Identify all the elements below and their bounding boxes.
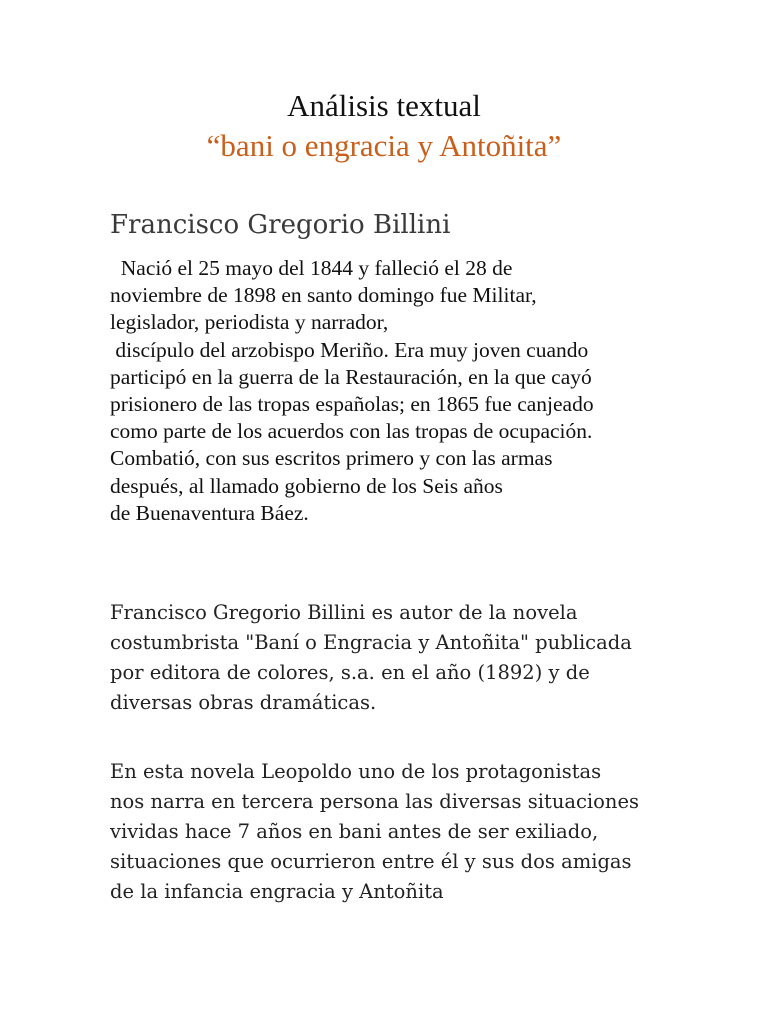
bio-line: de Buenaventura Báez. <box>110 500 309 525</box>
paragraph-line: vividas hace 7 años en bani antes de ser exiliado, <box>110 820 599 843</box>
bio-line: noviembre de 1898 en santo domingo fue Militar, <box>110 283 537 308</box>
page-subtitle: “bani o engracia y Antoñita” <box>206 128 562 163</box>
author-heading: Francisco Gregorio Billini <box>110 210 451 240</box>
bio-line: participó en la guerra de la Restauración, en la que cayó <box>110 364 592 389</box>
bio-line: después, al llamado gobierno de los Seis años <box>110 473 503 498</box>
bio-line: discípulo del arzobispo Meriño. Era muy joven cuando <box>110 337 589 362</box>
plot-summary-paragraph <box>110 757 710 907</box>
paragraph-line: por editora de colores, s.a. en el año (1892) y de <box>110 661 590 684</box>
biography-paragraph <box>110 255 710 527</box>
paragraph-line: En esta novela Leopoldo uno de los protagonistas <box>110 760 602 783</box>
bio-line: como parte de los acuerdos con las tropas de ocupación. <box>110 419 593 444</box>
paragraph-line: nos narra en tercera persona las diversas situaciones <box>110 790 640 813</box>
bio-line: Nació el 25 mayo del 1844 y falleció el 28 de <box>110 256 513 280</box>
novel-info-paragraph <box>110 598 710 718</box>
title-block <box>0 86 768 166</box>
bio-line: legislador, periodista y narrador, <box>110 310 389 335</box>
paragraph-line: Francisco Gregorio Billini es autor de la novela <box>110 601 578 624</box>
bio-line: Combatió, con sus escritos primero y con las armas <box>110 446 553 471</box>
page-title: Análisis textual <box>287 88 481 123</box>
paragraph-line: situaciones que ocurrieron entre él y sus dos amigas <box>110 850 632 873</box>
paragraph-line: diversas obras dramáticas. <box>110 691 377 714</box>
bio-line: prisionero de las tropas españolas; en 1865 fue canjeado <box>110 392 594 417</box>
paragraph-line: de la infancia engracia y Antoñita <box>110 880 444 903</box>
paragraph-line: costumbrista "Baní o Engracia y Antoñita" publicada <box>110 631 632 654</box>
